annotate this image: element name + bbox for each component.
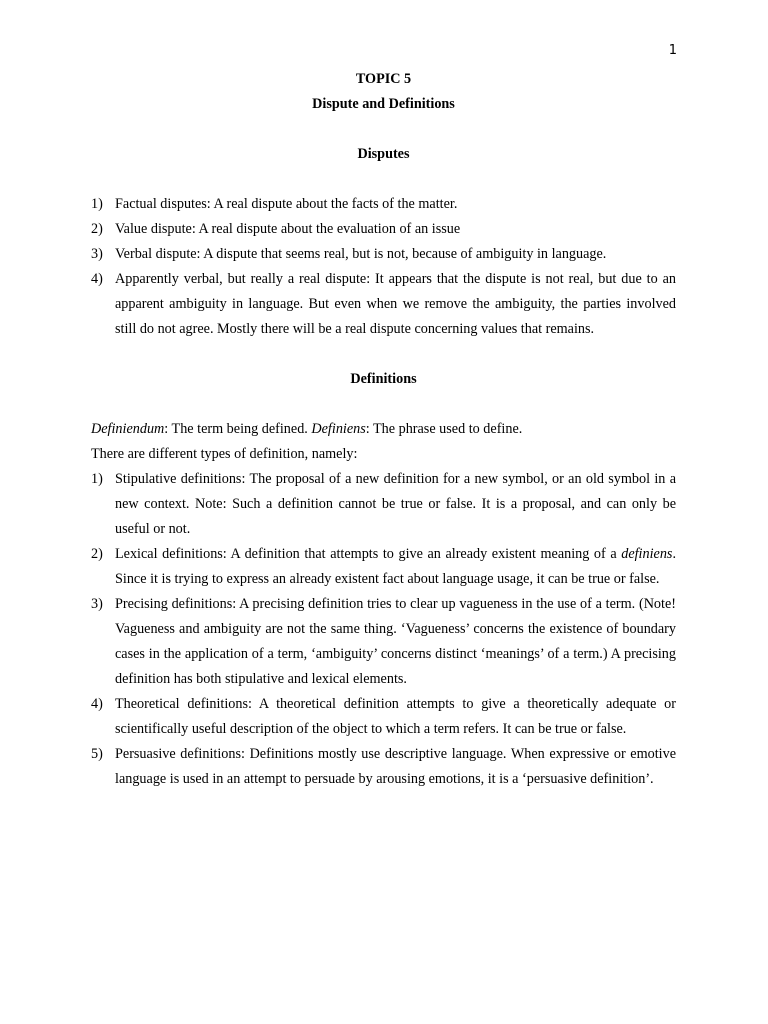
- list-number: 2): [91, 546, 103, 562]
- list-number: 4): [91, 271, 103, 287]
- list-item-text: Verbal dispute: A dispute that seems real, but is not, because of ambiguity in language.: [115, 246, 607, 262]
- list-number: 2): [91, 221, 103, 237]
- disputes-heading: Disputes: [357, 146, 410, 162]
- list-item-text: Persuasive definitions: Definitions mostly use descriptive language. When expressive or emotive language is used in an attempt to persuade by arousing emotions, it is a ‘persuasive definition’.: [115, 746, 676, 787]
- disputes-list: [91, 192, 676, 342]
- list-item: [91, 217, 676, 242]
- list-item: [91, 242, 676, 267]
- list-number: 3): [91, 596, 103, 612]
- list-item: [91, 742, 676, 792]
- list-item-text-after: . Since it is trying to express an already existent fact about language usage, it can be true or false.: [115, 546, 676, 587]
- topic-heading: TOPIC 5: [355, 71, 412, 87]
- definiendum-term: Definiendum: [91, 421, 165, 437]
- list-number: 4): [91, 696, 103, 712]
- definiendum-text: : The term being defined.: [164, 421, 312, 437]
- document-body: [91, 67, 676, 792]
- list-item: [91, 192, 676, 217]
- definitions-intro: [91, 417, 676, 442]
- definiens-text: : The phrase used to define.: [365, 421, 523, 437]
- definitions-heading: Definitions: [350, 371, 417, 387]
- types-intro: There are different types of definition, namely:: [91, 446, 358, 462]
- list-item-text-before: Lexical definitions: A definition that attempts to give an already existent meaning of a: [115, 546, 622, 562]
- list-item-text: Stipulative definitions: The proposal of a new definition for a new symbol, or an old symbol in a new context. Note: Such a definition cannot be true or false. It is a proposal, and can only be useful or not.: [115, 471, 676, 537]
- definitions-list: [91, 467, 676, 792]
- list-item-text: Theoretical definitions: A theoretical definition attempts to give a theoretically adequate or scientifically useful description of the object to which a term refers. It can be true or false.: [115, 696, 676, 737]
- list-item: [91, 542, 676, 592]
- document-title: Dispute and Definitions: [312, 96, 455, 112]
- list-item-text: Precising definitions: A precising definition tries to clear up vagueness in the use of a term. (Note! Vagueness and ambiguity are not the same thing. ‘Vagueness’ concerns the existence of boundary cases in the application of a term, ‘ambiguity’ concerns distinct ‘meanings’ of a term.) A precising definition has both stipulative and lexical elements.: [115, 596, 676, 687]
- list-item-text: Value dispute: A real dispute about the evaluation of an issue: [115, 221, 461, 237]
- list-item-text: [115, 546, 676, 587]
- list-item: [91, 267, 676, 342]
- list-number: 3): [91, 246, 103, 262]
- list-item: [91, 692, 676, 742]
- list-number: 1): [91, 196, 103, 212]
- list-number: 5): [91, 746, 103, 762]
- list-item: [91, 592, 676, 692]
- list-item-text: Factual disputes: A real dispute about the facts of the matter.: [115, 196, 458, 212]
- list-item-italic: definiens: [621, 546, 673, 562]
- list-item-text: Apparently verbal, but really a real dispute: It appears that the dispute is not real, but due to an apparent ambiguity in language. But even when we remove the ambiguity, the parties involved still do not agree. Mostly there will be a real dispute concerning values that remains.: [115, 271, 676, 337]
- page-number: 1: [668, 43, 677, 58]
- list-number: 1): [91, 471, 103, 487]
- list-item: [91, 467, 676, 542]
- definiens-term: Definiens: [311, 421, 366, 437]
